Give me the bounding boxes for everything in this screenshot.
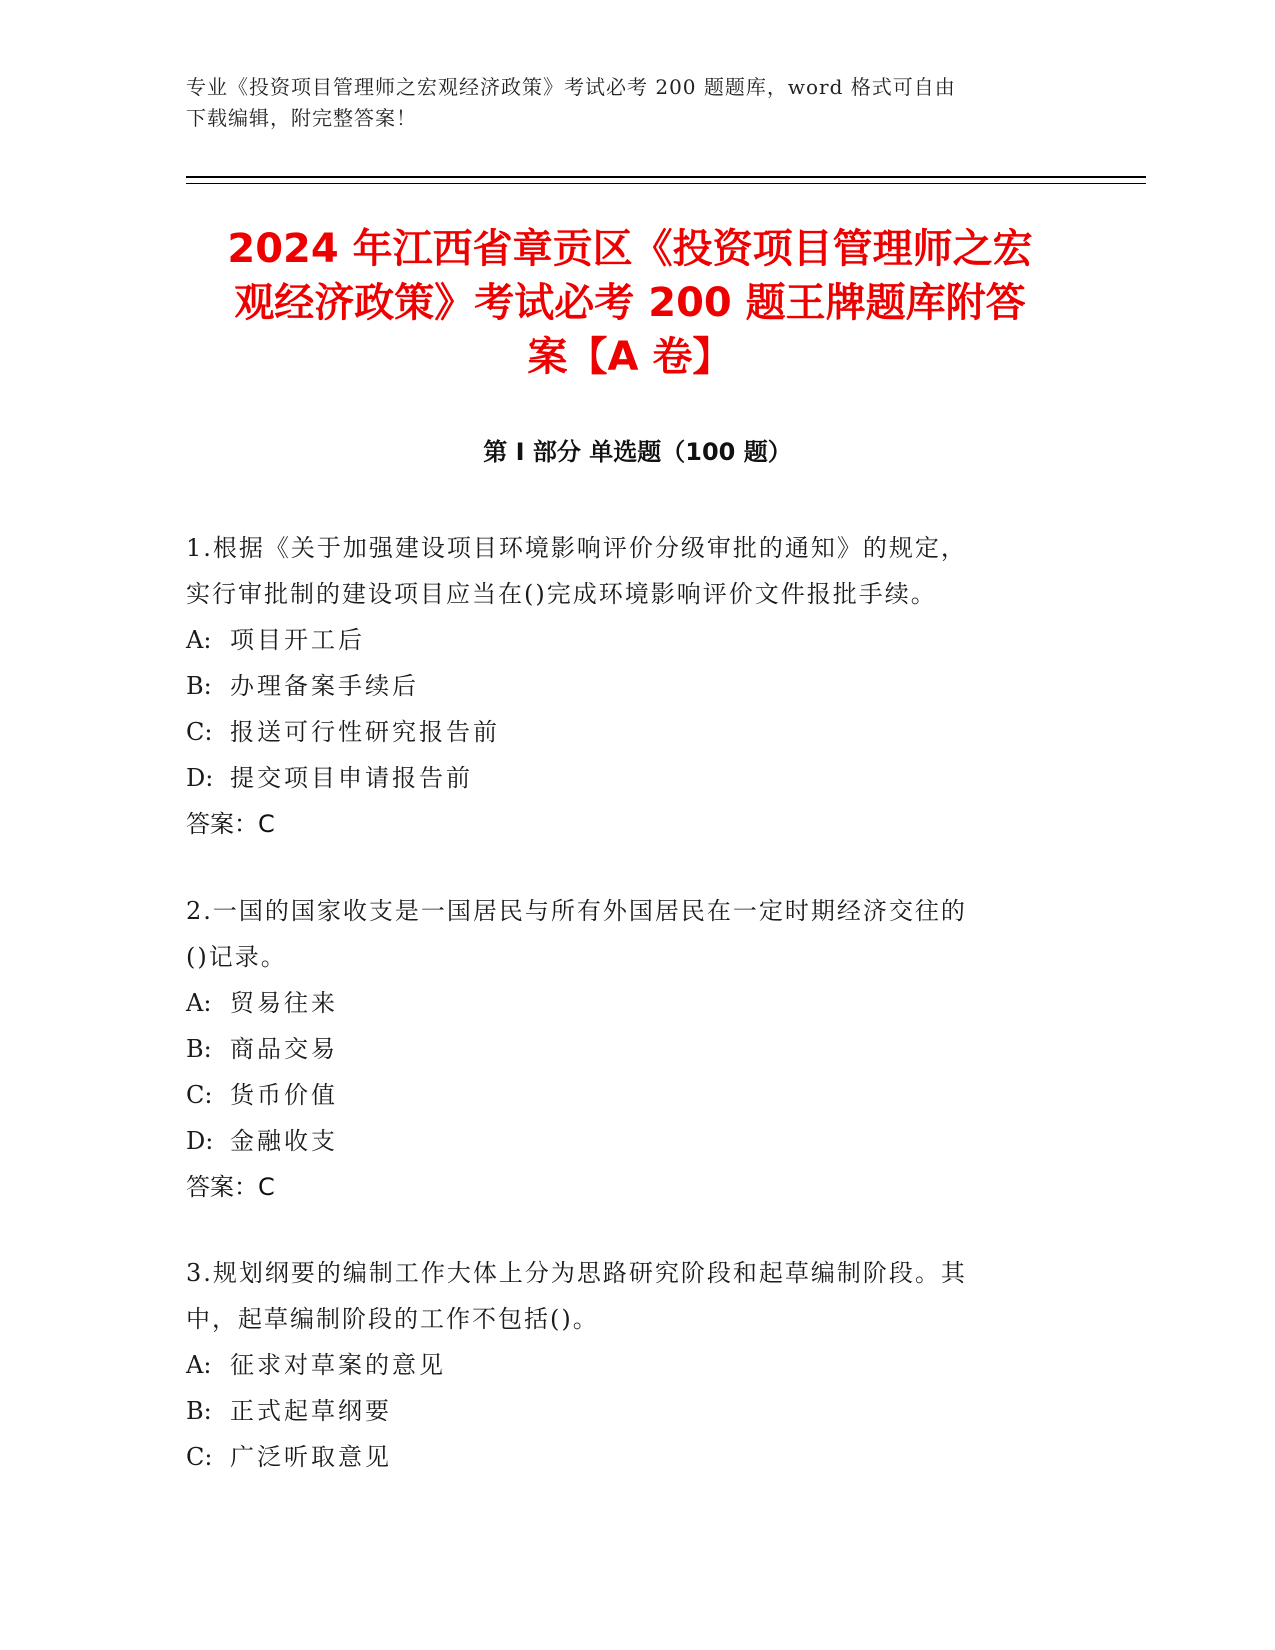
option-text: 报送可行性研究报告前 xyxy=(230,718,500,746)
option-text: 货币价值 xyxy=(230,1081,338,1109)
option-c xyxy=(186,1434,1066,1480)
option-b xyxy=(186,663,1066,709)
question-stem-line: 实行审批制的建设项目应当在()完成环境影响评价文件报批手续。 xyxy=(186,580,937,608)
option-letter: D: xyxy=(186,764,214,792)
option-a xyxy=(186,617,1066,663)
option-text: 金融收支 xyxy=(230,1127,338,1155)
option-text: 正式起草纲要 xyxy=(230,1397,392,1425)
option-text: 提交项目申请报告前 xyxy=(230,764,473,792)
option-letter: A: xyxy=(186,1351,212,1379)
section-heading: 第 I 部分 单选题（100 题） xyxy=(483,438,792,466)
option-letter: C: xyxy=(186,718,213,746)
header-note-line1: 专业《投资项目管理师之宏观经济政策》考试必考 200 题题库，word 格式可自由 xyxy=(186,75,956,99)
document-title-line2: 观经济政策》考试必考 200 题王牌题库附答 xyxy=(234,280,1026,326)
question-3 xyxy=(186,1250,1066,1480)
option-text: 商品交易 xyxy=(230,1035,338,1063)
option-b xyxy=(186,1026,1066,1072)
option-d xyxy=(186,1118,1066,1164)
option-d xyxy=(186,755,1066,801)
header-note xyxy=(186,72,1086,134)
header-divider-thick xyxy=(186,176,1146,178)
option-c xyxy=(186,1072,1066,1118)
question-stem-line: 2.一国的国家收支是一国居民与所有外国居民在一定时期经济交往的 xyxy=(186,897,967,925)
question-stem-line: 1.根据《关于加强建设项目环境影响评价分级审批的通知》的规定， xyxy=(186,534,967,562)
option-text: 办理备案手续后 xyxy=(230,672,419,700)
option-a xyxy=(186,980,1066,1026)
option-text: 广泛听取意见 xyxy=(230,1443,392,1471)
option-text: 贸易往来 xyxy=(230,989,338,1017)
option-letter: D: xyxy=(186,1127,214,1155)
document-title-line3: 案【A 卷】 xyxy=(527,334,733,380)
option-text: 项目开工后 xyxy=(230,626,365,654)
question-stem-line: 3.规划纲要的编制工作大体上分为思路研究阶段和起草编制阶段。其 xyxy=(186,1259,967,1287)
header-note-line2: 下载编辑，附完整答案！ xyxy=(186,106,417,130)
question-1 xyxy=(186,525,1066,847)
question-stem-line: 中，起草编制阶段的工作不包括()。 xyxy=(186,1305,599,1333)
option-letter: B: xyxy=(186,1035,212,1063)
option-letter: B: xyxy=(186,672,212,700)
option-letter: A: xyxy=(186,626,212,654)
option-letter: C: xyxy=(186,1081,213,1109)
question-2 xyxy=(186,888,1066,1210)
option-letter: A: xyxy=(186,989,212,1017)
question-stem-line: ()记录。 xyxy=(186,943,287,971)
option-b xyxy=(186,1388,1066,1434)
option-letter: B: xyxy=(186,1397,212,1425)
option-letter: C: xyxy=(186,1443,213,1471)
header-divider-thin xyxy=(186,183,1146,184)
option-text: 征求对草案的意见 xyxy=(230,1351,446,1379)
document-title-line1: 2024 年江西省章贡区《投资项目管理师之宏 xyxy=(227,226,1033,272)
option-c xyxy=(186,709,1066,755)
option-a xyxy=(186,1342,1066,1388)
answer-line: 答案：C xyxy=(186,1173,275,1201)
document-title xyxy=(180,222,1080,384)
answer-line: 答案：C xyxy=(186,810,275,838)
